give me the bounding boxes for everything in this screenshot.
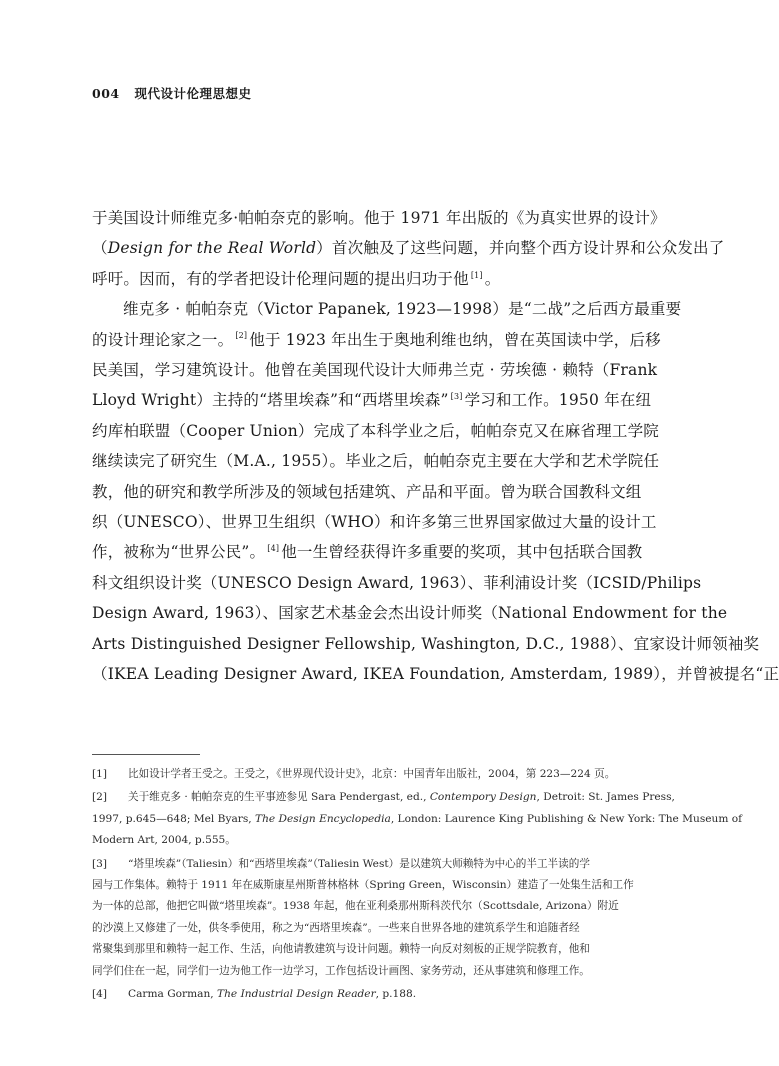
paragraph-1 — [92, 203, 725, 294]
text-span: 他一生曾经获得许多重要的奖项，其中包括联合国教 — [281, 543, 643, 562]
book-title: 现代设计伦理思想史 — [134, 86, 252, 101]
footnote-ref-3[interactable]: [3] — [450, 392, 463, 402]
text-span: 作，被称为“世界公民”。 — [92, 543, 266, 562]
text-span: 关于维克多 · 帕帕奈克的生平事迹参见 Sara Pendergast, ed., — [128, 791, 430, 804]
footnote-line: “塔里埃森”（Taliesin）和“西塔里埃森”（Taliesin West）是以建筑大师赖特为中心的半工半读的学 — [128, 857, 590, 870]
text-span: 学习和工作。1950 年在纽 — [464, 391, 652, 410]
footnote-line: 比如设计学者王受之。王受之，《世界现代设计史》，北京：中国青年出版社，2004，第 223—224 页。 — [128, 768, 616, 780]
text-line: 民美国，学习建筑设计。他曾在美国现代设计大师弗兰克 · 劳埃德 · 赖特（Frank — [92, 361, 658, 380]
running-header — [92, 84, 251, 102]
text-line: （IKEA Leading Designer Award, IKEA Foundation, Amsterdam, 1989），并曾被提名“正 — [92, 665, 779, 684]
book-title-italic: Design for the Real World — [107, 239, 317, 258]
footnote-line — [128, 787, 675, 808]
page-number: 004 — [92, 86, 120, 101]
text-line: 教，他的研究和教学所涉及的领域包括建筑、产品和平面。曾为联合国教科文组 — [92, 482, 642, 501]
footnote-mark: [2] — [92, 791, 108, 804]
text-line: Arts Distinguished Designer Fellowship, Washington, D.C., 1988）、宜家设计师领袖奖 — [92, 634, 760, 653]
body-text — [92, 203, 779, 690]
text-line: 继续读完了研究生（M.A., 1955）。毕业之后，帕帕奈克主要在大学和艺术学院任 — [92, 452, 660, 471]
footnote-mark: [3] — [92, 857, 108, 870]
footnote-1 — [92, 764, 658, 785]
footnotes — [92, 764, 743, 1007]
footnote-line: 为一体的总部，他把它叫做“塔里埃森”。1938 年起，他在亚利桑那州斯科茨代尔（Scottsdale, Arizona）附近 — [92, 900, 619, 913]
footnote-line: 同学们住在一起，同学们一边为他工作一边学习，工作包括设计画图、家务劳动，还从事建筑和修理工作。 — [92, 964, 590, 977]
footnote-3 — [92, 854, 658, 982]
footnote-line: 常聚集到那里和赖特一起工作、生活，向他请教建筑与设计问题。赖特一向反对刻板的正规学院教育，他和 — [92, 943, 590, 956]
text-span: , Detroit: St. James Press, — [536, 791, 675, 804]
footnote-4 — [92, 984, 658, 1005]
footnote-mark: [4] — [92, 988, 108, 1001]
text-span: , London: Laurence King Publishing & New York: The Museum of — [390, 812, 743, 825]
footnote-line — [92, 809, 743, 830]
footnote-line: 园与工作集体。赖特于 1911 年在威斯康星州斯普林格林（Spring Green，Wisconsin）建造了一处集生活和工作 — [92, 879, 634, 892]
text-line: （Design for the Real World）首次触及了这些问题，并向整个西方设计界和公众发出了 — [92, 239, 725, 258]
text-line — [92, 325, 661, 355]
text-span: , p.188. — [375, 988, 417, 1001]
footnote-2 — [92, 787, 743, 851]
text-line — [92, 385, 658, 415]
text-span: Lloyd Wright）主持的“塔里埃森”和“西塔里埃森” — [92, 391, 449, 410]
text-line: 科文组织设计奖（UNESCO Design Award, 1963）、菲利浦设计奖（ICSID/Philips — [92, 573, 702, 592]
text-span: Carma Gorman, — [128, 988, 218, 1001]
footnote-ref-2[interactable]: [2] — [235, 331, 248, 341]
text-line — [92, 264, 658, 294]
text-span: 1997, p.645—648; Mel Byars, — [92, 812, 256, 825]
text-span: 。 — [484, 269, 501, 288]
text-line: 维克多 · 帕帕奈克（Victor Papanek, 1923—1998）是“二战”之后西方最重要 — [123, 300, 682, 319]
book-title-italic: The Industrial Design Reader — [217, 988, 376, 1001]
footnote-divider — [92, 754, 200, 755]
text-span: 他于 1923 年出生于奥地利维也纳，曾在英国读中学，后移 — [249, 330, 661, 349]
text-span: 的设计理论家之一。 — [92, 330, 234, 349]
footnote-ref-1[interactable]: [1] — [470, 270, 483, 280]
book-title-italic: The Design Encyclopedia — [255, 812, 391, 825]
text-line: 约库柏联盟（Cooper Union）完成了本科学业之后，帕帕奈克又在麻省理工学院 — [92, 421, 659, 440]
text-line — [92, 537, 658, 567]
text-line: Design Award, 1963）、国家艺术基金会杰出设计师奖（National Endowment for the — [92, 604, 728, 623]
footnote-mark: [1] — [92, 768, 108, 780]
book-title-italic: Contempory Design — [429, 791, 537, 804]
footnote-line: 的沙漠上又修建了一处，供冬季使用，称之为“西塔里埃森”。一些来自世界各地的建筑系学生和追随者经 — [92, 921, 580, 934]
footnote-line: Modern Art, 2004, p.555。 — [92, 834, 236, 847]
footnote-ref-4[interactable]: [4] — [267, 544, 280, 554]
footnote-line — [128, 984, 658, 1005]
text-line: 织（UNESCO）、世界卫生组织（WHO）和许多第三世界国家做过大量的设计工 — [92, 513, 657, 532]
text-span: 呼吁。因而，有的学者把设计伦理问题的提出归功于他 — [92, 269, 469, 288]
text-line: 于美国设计师维克多·帕帕奈克的影响。他于 1971 年出版的《为真实世界的设计》 — [92, 209, 666, 227]
paragraph-2 — [92, 294, 779, 689]
